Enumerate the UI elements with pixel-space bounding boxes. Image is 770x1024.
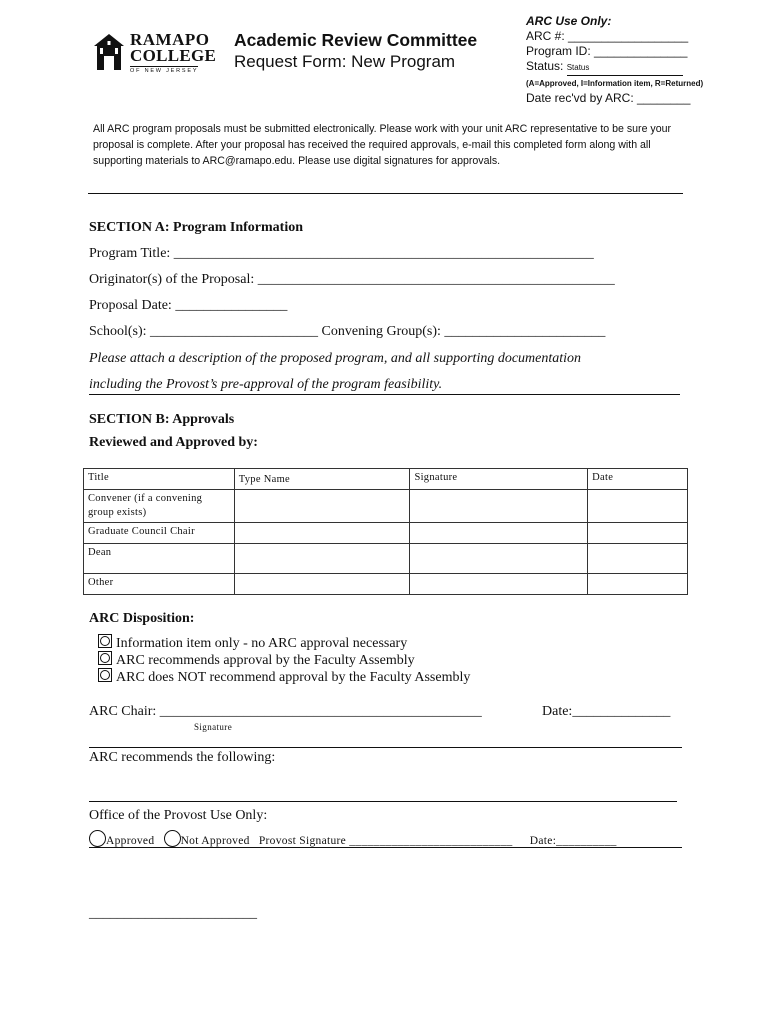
logo-line-3: OF NEW JERSEY xyxy=(130,68,199,74)
approvals-table xyxy=(83,468,688,595)
date-cell[interactable] xyxy=(588,523,688,544)
type-name-cell[interactable] xyxy=(234,523,410,544)
type-name-cell[interactable] xyxy=(234,490,410,523)
provost-signature-field[interactable]: Provost Signature ___________________________ xyxy=(258,835,513,847)
provost-heading: Office of the Provost Use Only: xyxy=(89,808,268,823)
table-header-row xyxy=(84,469,688,490)
section-b-subheading: Reviewed and Approved by: xyxy=(89,435,258,450)
arc-use-heading: ARC Use Only: xyxy=(526,14,612,28)
signature-cell[interactable] xyxy=(410,574,588,595)
disposition-option-recommend[interactable] xyxy=(98,651,415,669)
date-received-field[interactable]: Date rec'vd by ARC: ________ xyxy=(526,91,691,105)
section-b-heading: SECTION B: Approvals xyxy=(89,412,235,427)
status-field[interactable]: Status xyxy=(567,60,683,76)
program-id-field[interactable]: Program ID: ______________ xyxy=(526,44,688,58)
footer-line: ________________________ xyxy=(89,906,257,921)
arc-number-field[interactable]: ARC #: __________________ xyxy=(526,29,689,43)
recommendation-line[interactable] xyxy=(89,801,677,802)
intro-paragraph: All ARC program proposals must be submitted electronically. Please work with your unit ARC representative to be sure your proposal is complete. After your proposal has received the required approvals, e-mail this completed form along with all supporting materials to ARC@ramapo.edu. Please use digital signatures for approvals. xyxy=(93,123,672,167)
signature-caption: Signature xyxy=(194,722,233,732)
radio-icon[interactable] xyxy=(98,651,112,665)
disposition-option-label: Information item only - no ARC approval necessary xyxy=(116,636,408,651)
divider xyxy=(89,394,680,395)
status-legend: (A=Approved, I=Information item, R=Returned) xyxy=(526,79,704,88)
column-header-signature: Signature xyxy=(410,469,588,490)
ramapo-logo xyxy=(92,30,217,76)
column-header-date: Date xyxy=(588,469,688,490)
school-convening-field[interactable]: School(s): ________________________ Convening Group(s): _______________________ xyxy=(89,324,606,339)
logo-line-2: COLLEGE xyxy=(130,46,217,65)
table-row xyxy=(84,490,688,523)
attach-note-line-1: Please attach a description of the proposed program, and all supporting documentation xyxy=(89,351,582,366)
divider xyxy=(88,193,683,194)
disposition-option-info[interactable] xyxy=(98,634,407,652)
arc-chair-field[interactable]: ARC Chair: ______________________________________________ xyxy=(89,704,482,719)
provost-date-field[interactable]: Date:__________ xyxy=(529,835,617,847)
proposal-date-field[interactable]: Proposal Date: ________________ xyxy=(89,298,288,313)
row-title-dean: Dean xyxy=(84,544,235,574)
signature-cell[interactable] xyxy=(410,490,588,523)
provost-row xyxy=(89,830,617,847)
attach-note-line-2: including the Provost’s pre-approval of the program feasibility. xyxy=(89,377,443,392)
disposition-option-label: ARC does NOT recommend approval by the Faculty Assembly xyxy=(116,670,471,685)
signature-cell[interactable] xyxy=(410,523,588,544)
table-row xyxy=(84,523,688,544)
radio-icon[interactable] xyxy=(98,634,112,648)
type-name-cell[interactable] xyxy=(234,574,410,595)
type-name-cell[interactable] xyxy=(234,544,410,574)
approved-label: Approved xyxy=(106,835,155,847)
table-row xyxy=(84,574,688,595)
disposition-option-not-recommend[interactable] xyxy=(98,668,470,686)
arc-disposition-heading: ARC Disposition: xyxy=(89,611,195,626)
row-title-graduate-chair: Graduate Council Chair xyxy=(84,523,235,544)
form-subtitle: Request Form: New Program xyxy=(234,52,456,71)
approved-radio-icon[interactable] xyxy=(89,830,106,847)
column-header-type-name: Type Name xyxy=(234,469,410,490)
disposition-option-label: ARC recommends approval by the Faculty Assembly xyxy=(116,653,415,668)
radio-icon[interactable] xyxy=(98,668,112,682)
college-building-icon xyxy=(92,32,126,72)
arc-chair-date-field[interactable]: Date:______________ xyxy=(542,704,671,719)
divider xyxy=(89,847,682,848)
logo-line-1: RAMAPO xyxy=(130,30,210,49)
program-title-field[interactable]: Program Title: ____________________________________________________________ xyxy=(89,246,594,261)
table-row xyxy=(84,544,688,574)
originators-field[interactable]: Originator(s) of the Proposal: ___________________________________________________ xyxy=(89,272,615,287)
form-title: Academic Review Committee xyxy=(234,30,478,50)
arc-use-only-box xyxy=(526,14,704,106)
row-title-other: Other xyxy=(84,574,235,595)
status-label: Status: xyxy=(526,59,564,73)
column-header-title: Title xyxy=(84,469,235,490)
signature-cell[interactable] xyxy=(410,544,588,574)
arc-recommends-label: ARC recommends the following: xyxy=(89,750,276,765)
divider xyxy=(89,747,682,748)
not-approved-radio-icon[interactable] xyxy=(164,830,181,847)
row-title-convener: Convener (if a convening group exists) xyxy=(84,490,235,523)
date-cell[interactable] xyxy=(588,490,688,523)
not-approved-label: Not Approved xyxy=(180,835,250,847)
date-cell[interactable] xyxy=(588,544,688,574)
status-row xyxy=(526,59,696,76)
date-cell[interactable] xyxy=(588,574,688,595)
section-a-heading: SECTION A: Program Information xyxy=(89,220,304,235)
